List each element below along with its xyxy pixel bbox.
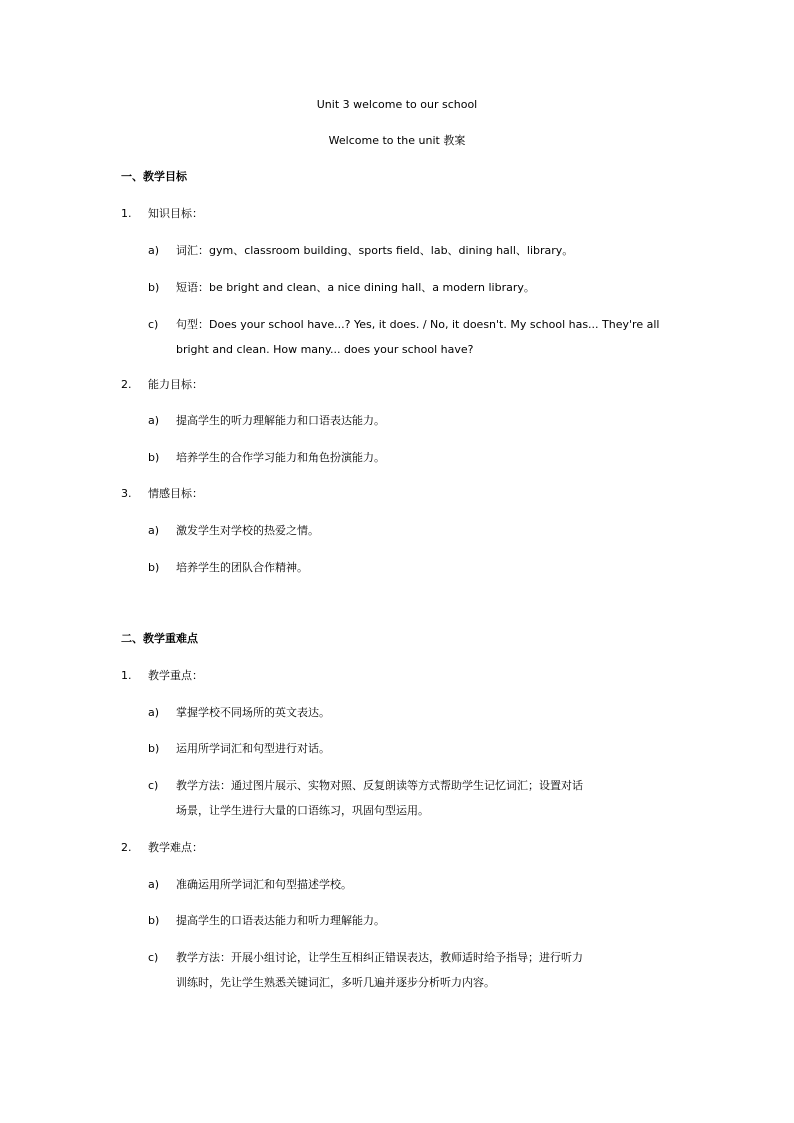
section-heading-key-points: 二、教学重难点	[121, 632, 198, 645]
sub-text-method-cont: 训练时，先让学生熟悉关键词汇，多听几遍并逐步分析听力内容。	[176, 976, 495, 989]
sub-letter: c)	[148, 951, 159, 964]
sub-letter: a)	[148, 244, 160, 257]
sub-letter: b)	[148, 561, 160, 574]
sub-letter: b)	[148, 281, 160, 294]
sub-text: 准确运用所学词汇和句型描述学校。	[176, 878, 352, 891]
sub-letter: c)	[148, 779, 159, 792]
item-label-ability: 能力目标：	[148, 378, 203, 391]
sub-text: 提高学生的听力理解能力和口语表达能力。	[176, 414, 385, 427]
item-label-knowledge: 知识目标：	[148, 207, 203, 220]
sub-letter: b)	[148, 742, 160, 755]
item-number: 2.	[121, 841, 132, 854]
sub-text-phrases: 短语：be bright and clean、a nice dining hall、a modern library。	[176, 281, 535, 294]
sub-text: 掌握学校不同场所的英文表达。	[176, 706, 330, 719]
sub-text-vocabulary: 词汇：gym、classroom building、sports field、lab、dining hall、library。	[176, 244, 574, 257]
sub-text: 运用所学词汇和句型进行对话。	[176, 742, 330, 755]
section-heading-objectives: 一、教学目标	[121, 170, 187, 183]
sub-letter: b)	[148, 914, 160, 927]
sub-letter: b)	[148, 451, 160, 464]
sub-text-sentences: 句型：Does your school have...? Yes, it does. / No, it doesn't. My school has... They're all	[176, 318, 660, 331]
item-number: 1.	[121, 207, 132, 220]
item-number: 1.	[121, 669, 132, 682]
item-number: 3.	[121, 487, 132, 500]
sub-letter: a)	[148, 706, 160, 719]
item-label-difficulty: 教学难点：	[148, 841, 203, 854]
item-label-emotion: 情感目标：	[148, 487, 203, 500]
sub-text: 激发学生对学校的热爱之情。	[176, 524, 319, 537]
document-title: Unit 3 welcome to our school	[316, 98, 478, 111]
sub-text: 提高学生的口语表达能力和听力理解能力。	[176, 914, 385, 927]
document-subtitle: Welcome to the unit 教案	[328, 134, 466, 147]
sub-text-method: 教学方法：通过图片展示、实物对照、反复朗读等方式帮助学生记忆词汇；设置对话	[176, 779, 583, 792]
sub-text-sentences-cont: bright and clean. How many... does your school have?	[176, 343, 474, 356]
item-label-focus: 教学重点：	[148, 669, 203, 682]
sub-text: 培养学生的合作学习能力和角色扮演能力。	[176, 451, 385, 464]
sub-text-method-cont: 场景，让学生进行大量的口语练习，巩固句型运用。	[176, 804, 429, 817]
sub-letter: a)	[148, 414, 160, 427]
sub-letter: a)	[148, 524, 160, 537]
sub-letter: c)	[148, 318, 159, 331]
sub-text-method: 教学方法：开展小组讨论，让学生互相纠正错误表达，教师适时给予指导；进行听力	[176, 951, 583, 964]
sub-text: 培养学生的团队合作精神。	[176, 561, 308, 574]
item-number: 2.	[121, 378, 132, 391]
sub-letter: a)	[148, 878, 160, 891]
